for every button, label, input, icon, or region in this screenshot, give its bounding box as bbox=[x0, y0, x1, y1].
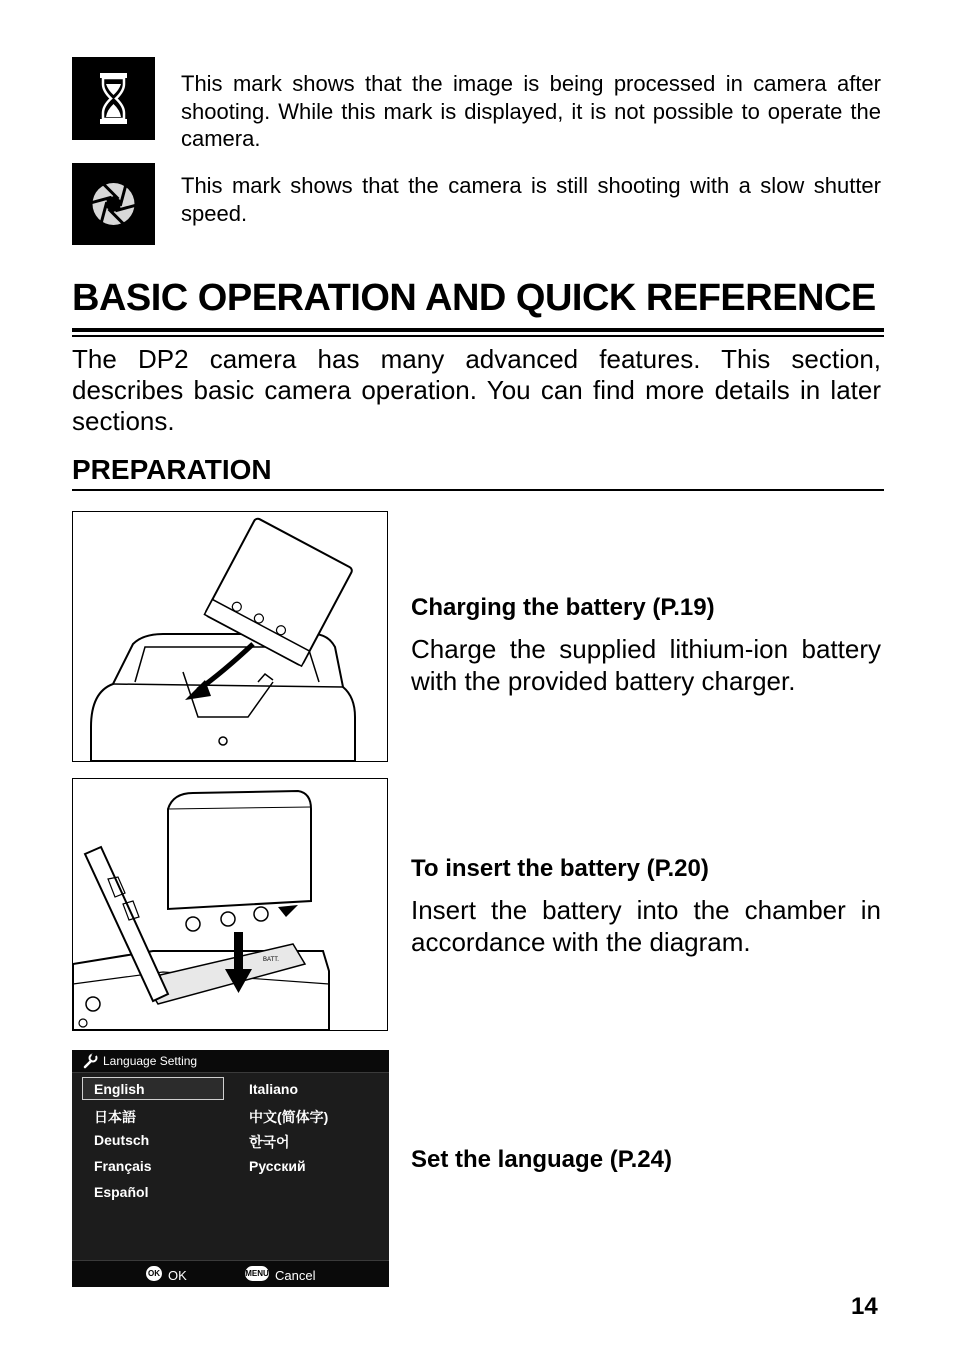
language-option-french[interactable]: Français bbox=[94, 1158, 152, 1174]
battery-terminal-label: BATT. bbox=[263, 957, 279, 963]
insert-battery-figure bbox=[72, 778, 388, 1031]
section-intro: The DP2 camera has many advanced features. This section, describes basic camera operation. You can find more details in later sections. bbox=[72, 344, 881, 436]
step-insert-heading: To insert the battery (P.20) bbox=[411, 855, 709, 882]
lcd-header-title: Language Setting bbox=[103, 1054, 198, 1068]
page-number: 14 bbox=[851, 1293, 878, 1320]
language-option-korean[interactable]: 한국어 bbox=[249, 1134, 290, 1150]
shutter-icon-box bbox=[72, 163, 155, 245]
battery-charger-figure bbox=[72, 511, 388, 762]
language-option-german[interactable]: Deutsch bbox=[94, 1132, 150, 1148]
language-option-japanese[interactable]: 日本語 bbox=[94, 1109, 136, 1125]
shutter-aperture-icon bbox=[72, 163, 155, 245]
processing-mark-note: This mark shows that the image is being processed in camera after shooting. While this mark is displayed, it is not possible to operate the camera. bbox=[181, 71, 881, 151]
insert-battery-illustration bbox=[73, 779, 387, 1030]
step-language-heading: Set the language (P.24) bbox=[411, 1146, 672, 1173]
language-option-italian[interactable]: Italiano bbox=[249, 1081, 299, 1097]
step-insert-text: Insert the battery into the chamber in accordance with the diagram. bbox=[411, 895, 881, 957]
menu-button-icon[interactable]: MENU bbox=[245, 1266, 269, 1281]
language-option-spanish[interactable]: Español bbox=[94, 1184, 149, 1200]
language-option-english[interactable]: English bbox=[94, 1081, 145, 1097]
slow-shutter-mark-note: This mark shows that the camera is still shooting with a slow shutter speed. bbox=[181, 173, 881, 226]
section-title: BASIC OPERATION AND QUICK REFERENCE bbox=[72, 277, 884, 332]
lcd-footer-bar bbox=[72, 1260, 389, 1287]
preparation-heading: PREPARATION bbox=[72, 454, 884, 491]
language-option-chinese[interactable]: 中文(简体字) bbox=[249, 1109, 329, 1125]
battery-charger-illustration bbox=[73, 512, 387, 761]
wrench-icon bbox=[82, 1053, 98, 1069]
hourglass-icon-box bbox=[72, 57, 155, 140]
cancel-label: Cancel bbox=[275, 1268, 316, 1283]
step-charge-text: Charge the supplied lithium-ion battery with the provided battery charger. bbox=[411, 634, 881, 696]
lcd-header-bar bbox=[72, 1050, 389, 1073]
ok-button-icon[interactable]: OK bbox=[146, 1266, 162, 1281]
step-charge-heading: Charging the battery (P.19) bbox=[411, 594, 715, 621]
ok-label: OK bbox=[168, 1268, 187, 1283]
hourglass-icon bbox=[72, 57, 155, 140]
language-setting-screen bbox=[72, 1050, 389, 1287]
language-option-russian[interactable]: Русский bbox=[249, 1158, 306, 1174]
